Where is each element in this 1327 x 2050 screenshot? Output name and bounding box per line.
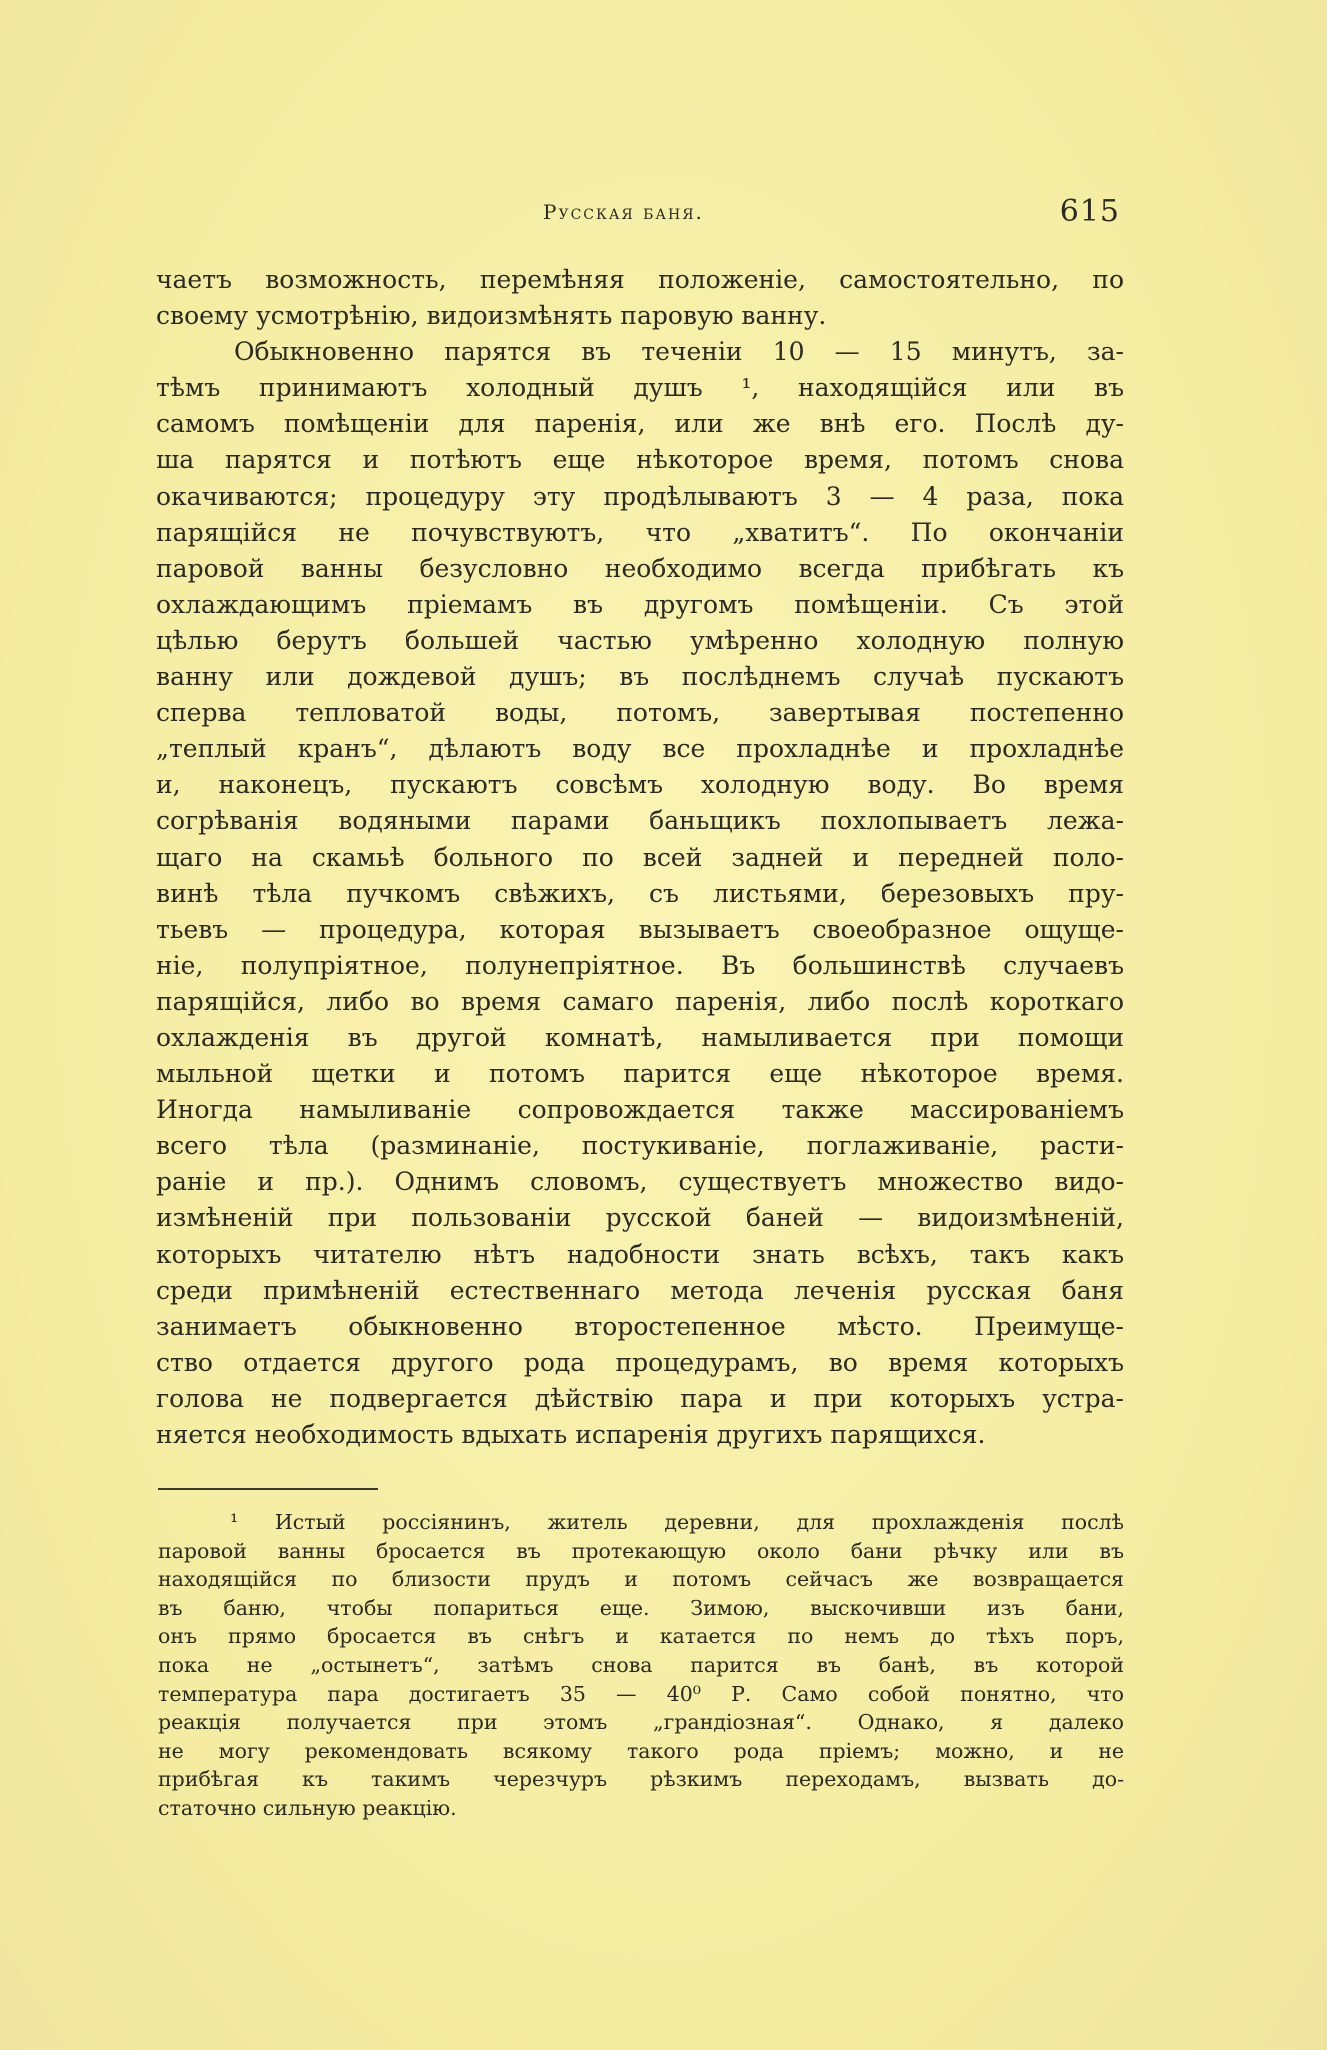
text-line: самомъ помѣщеніи для паренія, или же внѣ его. Послѣ ду- [156,409,1124,439]
footnote-line: ¹ Истый россіянинъ, житель деревни, для прохлажденія послѣ [230,1510,1124,1534]
main-text [156,262,1124,1453]
text-line: согрѣванія водяными парами баньщикъ похлопываетъ лежа- [156,806,1124,836]
footnote [158,1508,1124,1823]
text-line: занимаетъ обыкновенно второстепенное мѣсто. Преимуще- [156,1311,1124,1341]
text-line: охлажденія въ другой комнатѣ, намыливается при помощи [156,1022,1124,1052]
footnote-line: пока не „остынетъ“, затѣмъ снова парится въ банѣ, въ которой [158,1652,1124,1677]
text-line: чаетъ возможность, перемѣняя положеніе, самостоятельно, по [156,265,1124,294]
text-line: которыхъ читателю нѣтъ надобности знать всѣхъ, такъ какъ [156,1239,1124,1269]
footnote-line: реакція получается при этомъ „грандіозная“. Однако, я далеко [158,1710,1124,1735]
text-line: Иногда намыливаніе сопровождается также массированіемъ [156,1095,1124,1125]
footnote-divider [158,1488,378,1490]
text-line: окачиваются; процедуру эту продѣлываютъ 3 — 4 раза, пока [156,481,1124,511]
text-line: измѣненій при пользованіи русской баней — видоизмѣненій, [156,1203,1124,1233]
footnote-line: не могу рекомендовать всякому такого рода пріемъ; можно, и не [158,1738,1124,1763]
text-line: тьевъ — процедура, которая вызываетъ своеобразное ощуще- [156,914,1124,944]
page-number: 615 [1059,194,1120,229]
footnote-line: находящійся по близости прудъ и потомъ сейчасъ же возвращается [158,1567,1124,1592]
text-line: раніе и пр.). Однимъ словомъ, существуетъ множество видо- [156,1167,1124,1197]
text-line: охлаждающимъ пріемамъ въ другомъ помѣщеніи. Съ этой [156,589,1124,619]
footnote-line: статочно сильную реакцію. [158,1795,457,1820]
text-line: голова не подвергается дѣйствію пара и при которыхъ устра- [156,1383,1124,1413]
text-line: ванну или дождевой душъ; въ послѣднемъ случаѣ пускаютъ [156,662,1124,692]
text-line: ша парятся и потѣютъ еще нѣкоторое время, потомъ снова [156,445,1124,475]
text-line: Обыкновенно парятся въ теченіи 10 — 15 минутъ, за- [234,337,1124,367]
text-line: среди примѣненій естественнаго метода леченія русская баня [156,1275,1124,1305]
text-line: няется необходимость вдыхать испаренія другихъ парящихся. [156,1420,986,1449]
footnote-line: температура пара достигаетъ 35 — 40⁰ Р. Само собой понятно, что [158,1681,1124,1706]
text-line: цѣлью берутъ большей частью умѣренно холодную полную [156,625,1124,655]
text-line: ніе, полупріятное, полунепріятное. Въ большинствѣ случаевъ [156,950,1124,980]
text-line: винѣ тѣла пучкомъ свѣжихъ, съ листьями, березовыхъ пру- [156,878,1124,908]
text-line: всего тѣла (разминаніе, постукиваніе, поглаживаніе, расти- [156,1131,1124,1161]
text-line: „теплый кранъ“, дѣлаютъ воду все прохладнѣе и прохладнѣе [156,734,1124,764]
text-line: тѣмъ принимаютъ холодный душъ ¹, находящійся или въ [156,373,1124,403]
footnote-line: въ баню, чтобы попариться еще. Зимою, выскочивши изъ бани, [158,1595,1124,1620]
text-line: парящійся, либо во время самаго паренія, либо послѣ короткаго [156,986,1124,1016]
text-line: сперва тепловатой воды, потомъ, завертывая постепенно [156,698,1124,728]
text-line: паровой ванны безусловно необходимо всегда прибѣгать къ [156,553,1124,583]
text-line: и, наконецъ, пускаютъ совсѣмъ холодную воду. Во время [156,770,1124,800]
text-line: своему усмотрѣнію, видоизмѣнять паровую ванну. [156,301,827,331]
footnote-line: прибѣгая къ такимъ черезчуръ рѣзкимъ переходамъ, вызвать до- [158,1767,1124,1792]
running-head [160,192,1124,232]
text-line: парящійся не почувствуютъ, что „хватитъ“. По окончаніи [156,517,1124,547]
text-line: щаго на скамьѣ больного по всей задней и передней поло- [156,842,1124,872]
text-line: мыльной щетки и потомъ парится еще нѣкоторое время. [156,1059,1124,1089]
footnote-line: паровой ванны бросается въ протекающую около бани рѣчку или въ [158,1538,1124,1563]
text-line: ство отдается другого рода процедурамъ, во время которыхъ [156,1347,1124,1377]
footnote-line: онъ прямо бросается въ снѣгъ и катается по немъ до тѣхъ поръ, [158,1624,1124,1649]
running-title: Русская баня. [543,200,704,224]
